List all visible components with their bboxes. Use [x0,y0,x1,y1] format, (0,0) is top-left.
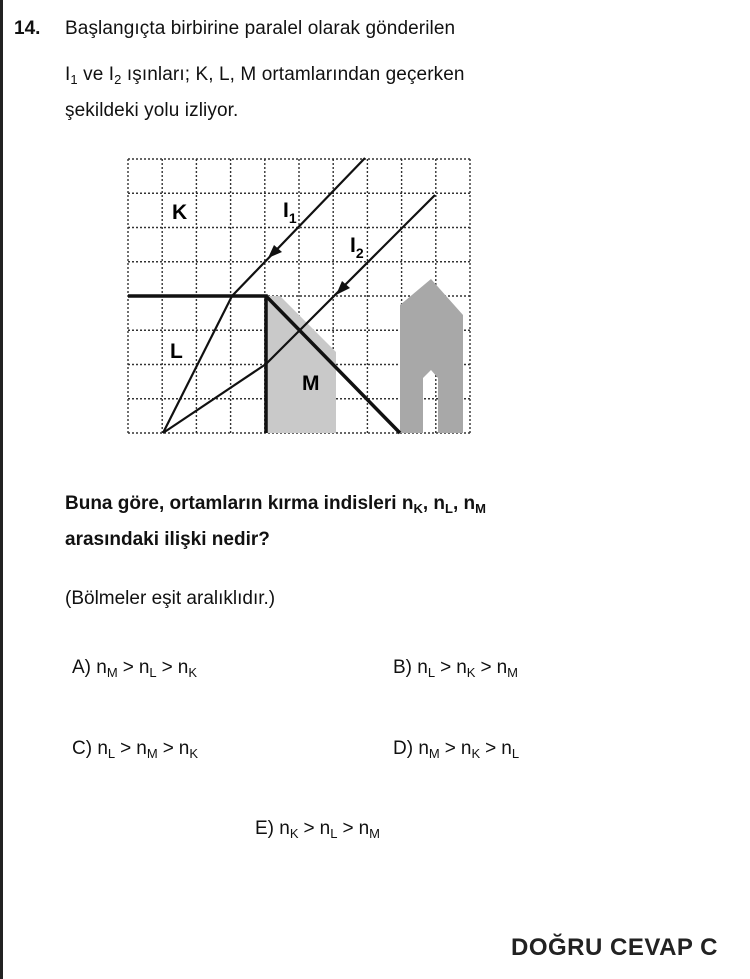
option-label: D) [393,738,414,759]
index-separator: , [422,493,434,514]
question-number: 14. [14,18,41,39]
option-term-subscript: L [427,665,436,680]
index-subscript: M [475,501,486,516]
question-text-line2 [65,64,465,86]
index-separator: , [452,493,464,514]
option-term-n: n [136,738,147,759]
ray1-letter: I [65,64,71,85]
option-term-subscript: K [466,665,476,680]
option-term-n: n [358,818,370,839]
ray2-subscript: 2 [114,72,122,87]
prompt-index-term [402,493,434,514]
option-term-subscript: L [107,746,116,761]
medium-m-shade [266,296,336,433]
label-k: K [172,201,188,224]
label-ray2-letter: I [350,234,356,257]
index-subscript: L [445,501,453,516]
index-subscript: K [413,501,423,516]
option-d[interactable] [393,738,519,760]
option-term-subscript: L [330,826,338,841]
option-term-subscript: K [188,665,197,680]
label-m: M [302,372,320,395]
option-term-n: n [178,738,190,759]
option-term-n: n [460,738,472,759]
greater-than-sign: > [162,738,174,759]
prompt-line2: arasındaki ilişki nedir? [65,529,270,550]
option-label: C) [72,738,93,759]
option-b[interactable] [393,657,518,679]
ray2-letter: I [108,64,115,85]
label-l: L [170,340,183,363]
option-term-n: n [496,657,508,678]
option-c[interactable] [72,738,198,760]
ray1-subscript: 1 [70,72,78,87]
label-ray2-sub: 2 [355,245,364,261]
option-term-n: n [279,818,290,839]
option-term-n: n [96,657,107,678]
and-word: ve [77,64,109,85]
option-term-n: n [501,738,512,759]
option-term-subscript: M [146,746,158,761]
greater-than-sign: > [122,657,134,678]
option-term-n: n [97,738,108,759]
label-ray2 [350,234,364,261]
option-term-subscript: M [507,665,518,680]
division-note: (Bölmeler eşit aralıklıdır.) [65,588,276,609]
option-term-subscript: K [471,746,481,761]
index-n: n [463,493,476,514]
refraction-figure [120,155,480,445]
option-term-subscript: L [149,665,157,680]
question-text-line3: şekildeki yolu izliyor. [65,100,239,121]
greater-than-sign: > [480,657,492,678]
option-label: A) [72,657,91,678]
greater-than-sign: > [120,738,132,759]
greater-than-sign: > [485,738,497,759]
index-n: n [401,493,414,514]
index-n: n [433,493,445,514]
question-text-line1: Başlangıçta birbirine paralel olarak gönderilen [65,18,456,39]
option-term-subscript: M [369,826,380,841]
prompt-index-term [433,493,463,514]
option-term-subscript: K [189,746,199,761]
prompt-line1 [65,493,486,515]
question-line2-rest: ışınları; K, L, M ortamlarından geçerken [121,64,465,85]
greater-than-sign: > [161,657,173,678]
greater-than-sign: > [440,657,452,678]
label-ray1-sub: 1 [288,210,297,226]
option-label: E) [255,818,274,839]
direction-arrow-icon [400,279,463,433]
greater-than-sign: > [303,818,315,839]
option-term-subscript: K [289,826,299,841]
option-term-n: n [138,657,150,678]
option-term-subscript: M [106,665,118,680]
option-term-n: n [319,818,331,839]
correct-answer: DOĞRU CEVAP C [511,934,718,961]
option-term-n: n [177,657,189,678]
option-term-subscript: M [428,746,440,761]
prompt-index-term [464,493,486,514]
option-term-n: n [417,657,428,678]
prompt-indices [402,493,486,514]
ray-2-in-m [163,364,266,433]
option-e[interactable] [255,818,380,840]
page-left-border [0,0,3,979]
option-term-n: n [456,657,467,678]
prompt-line1-text: Buna göre, ortamların kırma indisleri [65,493,402,514]
greater-than-sign: > [342,818,354,839]
label-ray1 [283,199,297,226]
greater-than-sign: > [444,738,456,759]
label-ray1-letter: I [283,199,289,222]
option-label: B) [393,657,412,678]
option-term-subscript: L [511,746,520,761]
option-a[interactable] [72,657,197,679]
option-term-n: n [418,738,429,759]
